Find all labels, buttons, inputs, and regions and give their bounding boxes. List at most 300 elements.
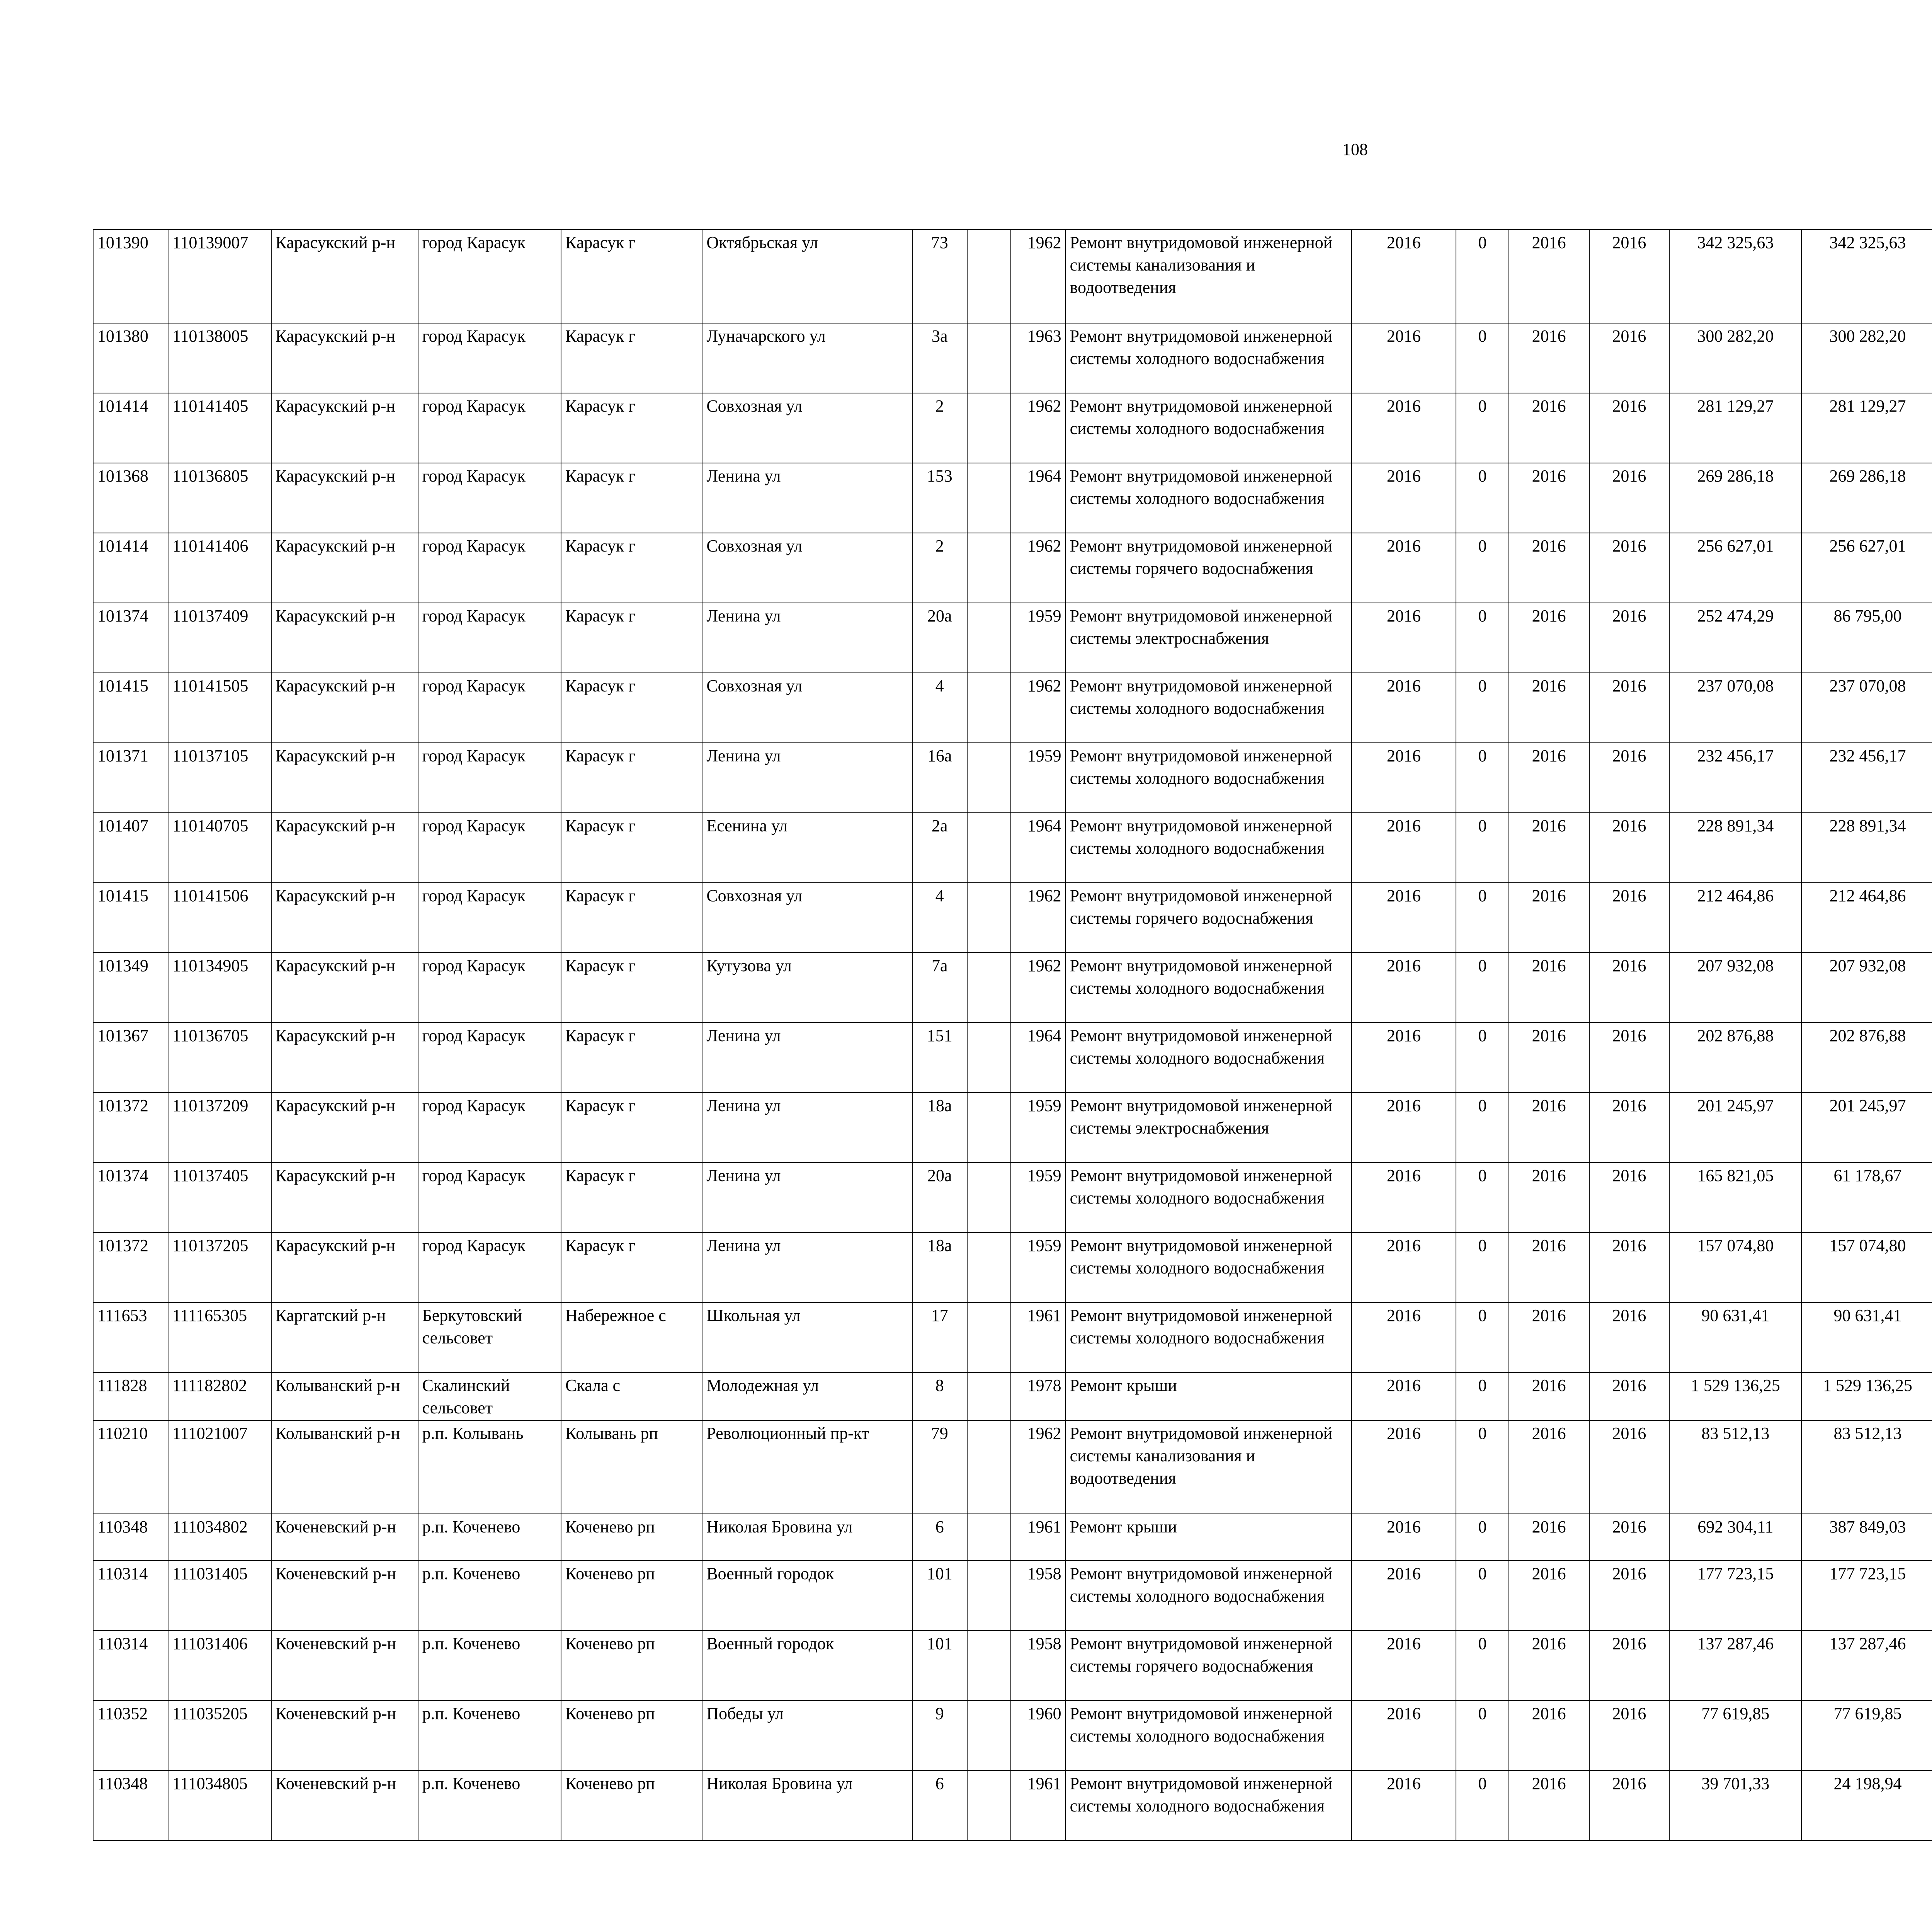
cell-total-cost: 83 512,13: [1669, 1420, 1801, 1514]
cell-house: 20а: [912, 1163, 967, 1233]
cell-building: [967, 393, 1011, 463]
cell-year: 1960: [1011, 1701, 1066, 1771]
cell-work-type: Ремонт внутридомовой инженерной системы электроснабжения: [1066, 1093, 1352, 1163]
cell-plan-year: 2016: [1352, 1233, 1456, 1302]
cell-district: Карасукский р-н: [271, 883, 418, 953]
cell-house: 16а: [912, 743, 967, 813]
cell-house: 8: [912, 1372, 967, 1420]
cell-end-year: 2016: [1589, 1514, 1670, 1561]
cell-amount-1: 24 198,94: [1801, 1771, 1932, 1840]
cell-plan-year: 2016: [1352, 743, 1456, 813]
table-row: [93, 230, 1932, 323]
cell-object-id: 110141406: [168, 533, 271, 603]
cell-total-cost: 692 304,11: [1669, 1514, 1801, 1561]
cell-amount-1: 83 512,13: [1801, 1420, 1932, 1514]
cell-district: Карасукский р-н: [271, 323, 418, 393]
cell-start-year: 2016: [1509, 1701, 1589, 1771]
cell-code: 110314: [93, 1561, 168, 1631]
cell-total-cost: 228 891,34: [1669, 813, 1801, 883]
cell-amount-1: 212 464,86: [1801, 883, 1932, 953]
cell-zero: 0: [1456, 1023, 1509, 1093]
table-body: [93, 230, 1932, 1840]
cell-work-type: Ремонт внутридомовой инженерной системы холодного водоснабжения: [1066, 953, 1352, 1023]
cell-district: Карасукский р-н: [271, 1023, 418, 1093]
cell-street: Ленина ул: [702, 1093, 912, 1163]
cell-plan-year: 2016: [1352, 463, 1456, 533]
cell-work-type: Ремонт внутридомовой инженерной системы холодного водоснабжения: [1066, 673, 1352, 743]
cell-district: Карасукский р-н: [271, 673, 418, 743]
cell-total-cost: 237 070,08: [1669, 673, 1801, 743]
cell-zero: 0: [1456, 323, 1509, 393]
cell-year: 1964: [1011, 463, 1066, 533]
cell-year: 1959: [1011, 1163, 1066, 1233]
cell-district: Карасукский р-н: [271, 230, 418, 323]
cell-district: Карасукский р-н: [271, 463, 418, 533]
cell-object-id: 110137105: [168, 743, 271, 813]
cell-settlement: Карасук г: [561, 813, 702, 883]
table-row: [93, 1023, 1932, 1093]
cell-house: 20а: [912, 603, 967, 673]
cell-code: 101371: [93, 743, 168, 813]
cell-house: 17: [912, 1302, 967, 1372]
cell-work-type: Ремонт внутридомовой инженерной системы холодного водоснабжения: [1066, 393, 1352, 463]
table-row: [93, 1233, 1932, 1302]
cell-zero: 0: [1456, 1163, 1509, 1233]
cell-start-year: 2016: [1509, 813, 1589, 883]
cell-municipality: город Карасук: [418, 230, 561, 323]
cell-code: 111828: [93, 1372, 168, 1420]
cell-district: Карасукский р-н: [271, 813, 418, 883]
cell-building: [967, 1233, 1011, 1302]
cell-zero: 0: [1456, 673, 1509, 743]
cell-end-year: 2016: [1589, 1701, 1670, 1771]
cell-end-year: 2016: [1589, 533, 1670, 603]
cell-plan-year: 2016: [1352, 1514, 1456, 1561]
cell-street: Совхозная ул: [702, 533, 912, 603]
cell-work-type: Ремонт внутридомовой инженерной системы холодного водоснабжения: [1066, 813, 1352, 883]
cell-building: [967, 813, 1011, 883]
cell-total-cost: 252 474,29: [1669, 603, 1801, 673]
cell-start-year: 2016: [1509, 1023, 1589, 1093]
cell-work-type: Ремонт внутридомовой инженерной системы горячего водоснабжения: [1066, 883, 1352, 953]
cell-settlement: Коченево рп: [561, 1561, 702, 1631]
cell-end-year: 2016: [1589, 1561, 1670, 1631]
cell-object-id: 110136805: [168, 463, 271, 533]
cell-plan-year: 2016: [1352, 1023, 1456, 1093]
cell-district: Коченевский р-н: [271, 1631, 418, 1701]
cell-plan-year: 2016: [1352, 1631, 1456, 1701]
cell-amount-1: 177 723,15: [1801, 1561, 1932, 1631]
cell-district: Каргатский р-н: [271, 1302, 418, 1372]
cell-work-type: Ремонт внутридомовой инженерной системы горячего водоснабжения: [1066, 533, 1352, 603]
cell-building: [967, 743, 1011, 813]
cell-street: Ленина ул: [702, 1163, 912, 1233]
cell-municipality: город Карасук: [418, 883, 561, 953]
cell-street: Победы ул: [702, 1701, 912, 1771]
cell-municipality: город Карасук: [418, 743, 561, 813]
cell-amount-1: 90 631,41: [1801, 1302, 1932, 1372]
cell-building: [967, 1701, 1011, 1771]
cell-house: 6: [912, 1514, 967, 1561]
cell-house: 2: [912, 393, 967, 463]
cell-work-type: Ремонт внутридомовой инженерной системы холодного водоснабжения: [1066, 743, 1352, 813]
cell-zero: 0: [1456, 1420, 1509, 1514]
cell-street: Военный городок: [702, 1561, 912, 1631]
cell-amount-1: 256 627,01: [1801, 533, 1932, 603]
cell-building: [967, 673, 1011, 743]
cell-zero: 0: [1456, 883, 1509, 953]
cell-house: 2: [912, 533, 967, 603]
cell-total-cost: 342 325,63: [1669, 230, 1801, 323]
cell-zero: 0: [1456, 1302, 1509, 1372]
cell-building: [967, 1631, 1011, 1701]
cell-object-id: 111034802: [168, 1514, 271, 1561]
cell-total-cost: 256 627,01: [1669, 533, 1801, 603]
cell-total-cost: 281 129,27: [1669, 393, 1801, 463]
cell-municipality: город Карасук: [418, 1093, 561, 1163]
cell-settlement: Карасук г: [561, 1163, 702, 1233]
cell-code: 101349: [93, 953, 168, 1023]
cell-start-year: 2016: [1509, 1514, 1589, 1561]
cell-work-type: Ремонт внутридомовой инженерной системы холодного водоснабжения: [1066, 1701, 1352, 1771]
cell-municipality: р.п. Коченево: [418, 1561, 561, 1631]
cell-end-year: 2016: [1589, 673, 1670, 743]
cell-start-year: 2016: [1509, 1372, 1589, 1420]
table-row: [93, 1514, 1932, 1561]
cell-start-year: 2016: [1509, 230, 1589, 323]
cell-start-year: 2016: [1509, 743, 1589, 813]
cell-end-year: 2016: [1589, 1233, 1670, 1302]
cell-year: 1961: [1011, 1302, 1066, 1372]
cell-settlement: Карасук г: [561, 323, 702, 393]
cell-work-type: Ремонт внутридомовой инженерной системы холодного водоснабжения: [1066, 323, 1352, 393]
cell-plan-year: 2016: [1352, 673, 1456, 743]
cell-plan-year: 2016: [1352, 1561, 1456, 1631]
cell-code: 101414: [93, 393, 168, 463]
cell-year: 1962: [1011, 1420, 1066, 1514]
cell-year: 1959: [1011, 743, 1066, 813]
cell-district: Карасукский р-н: [271, 533, 418, 603]
cell-street: Ленина ул: [702, 463, 912, 533]
cell-building: [967, 883, 1011, 953]
cell-settlement: Карасук г: [561, 533, 702, 603]
cell-work-type: Ремонт крыши: [1066, 1514, 1352, 1561]
cell-code: 101415: [93, 883, 168, 953]
cell-building: [967, 1372, 1011, 1420]
cell-end-year: 2016: [1589, 1631, 1670, 1701]
cell-end-year: 2016: [1589, 953, 1670, 1023]
cell-year: 1962: [1011, 230, 1066, 323]
cell-start-year: 2016: [1509, 463, 1589, 533]
cell-work-type: Ремонт крыши: [1066, 1372, 1352, 1420]
cell-building: [967, 1023, 1011, 1093]
cell-street: Совхозная ул: [702, 393, 912, 463]
cell-year: 1959: [1011, 1093, 1066, 1163]
cell-code: 110210: [93, 1420, 168, 1514]
cell-code: 110352: [93, 1701, 168, 1771]
table-row: [93, 1420, 1932, 1514]
cell-settlement: Колывань рп: [561, 1420, 702, 1514]
cell-year: 1961: [1011, 1514, 1066, 1561]
cell-street: Ленина ул: [702, 1023, 912, 1093]
cell-municipality: город Карасук: [418, 533, 561, 603]
cell-municipality: р.п. Коченево: [418, 1514, 561, 1561]
table-row: [93, 673, 1932, 743]
cell-object-id: 111035205: [168, 1701, 271, 1771]
cell-amount-1: 228 891,34: [1801, 813, 1932, 883]
cell-district: Коченевский р-н: [271, 1514, 418, 1561]
cell-object-id: 110140705: [168, 813, 271, 883]
cell-building: [967, 1420, 1011, 1514]
cell-street: Совхозная ул: [702, 883, 912, 953]
cell-work-type: Ремонт внутридомовой инженерной системы холодного водоснабжения: [1066, 1023, 1352, 1093]
cell-start-year: 2016: [1509, 533, 1589, 603]
cell-end-year: 2016: [1589, 230, 1670, 323]
cell-street: Военный городок: [702, 1631, 912, 1701]
cell-work-type: Ремонт внутридомовой инженерной системы холодного водоснабжения: [1066, 1302, 1352, 1372]
cell-year: 1964: [1011, 813, 1066, 883]
cell-amount-1: 300 282,20: [1801, 323, 1932, 393]
cell-year: 1964: [1011, 1023, 1066, 1093]
cell-plan-year: 2016: [1352, 323, 1456, 393]
cell-settlement: Карасук г: [561, 230, 702, 323]
cell-plan-year: 2016: [1352, 603, 1456, 673]
cell-object-id: 110139007: [168, 230, 271, 323]
cell-settlement: Коченево рп: [561, 1771, 702, 1840]
cell-code: 101372: [93, 1233, 168, 1302]
cell-total-cost: 165 821,05: [1669, 1163, 1801, 1233]
cell-plan-year: 2016: [1352, 1372, 1456, 1420]
cell-settlement: Коченево рп: [561, 1514, 702, 1561]
cell-zero: 0: [1456, 743, 1509, 813]
cell-object-id: 110137205: [168, 1233, 271, 1302]
cell-object-id: 110141405: [168, 393, 271, 463]
cell-work-type: Ремонт внутридомовой инженерной системы холодного водоснабжения: [1066, 1771, 1352, 1840]
cell-zero: 0: [1456, 1771, 1509, 1840]
cell-amount-1: 237 070,08: [1801, 673, 1932, 743]
cell-municipality: город Карасук: [418, 813, 561, 883]
cell-code: 101414: [93, 533, 168, 603]
cell-object-id: 110137409: [168, 603, 271, 673]
cell-object-id: 110137405: [168, 1163, 271, 1233]
cell-street: Ленина ул: [702, 743, 912, 813]
cell-total-cost: 177 723,15: [1669, 1561, 1801, 1631]
cell-house: 18а: [912, 1233, 967, 1302]
table-row: [93, 953, 1932, 1023]
cell-plan-year: 2016: [1352, 1163, 1456, 1233]
cell-amount-1: 137 287,46: [1801, 1631, 1932, 1701]
cell-building: [967, 1163, 1011, 1233]
cell-total-cost: 201 245,97: [1669, 1093, 1801, 1163]
cell-zero: 0: [1456, 1701, 1509, 1771]
cell-year: 1962: [1011, 883, 1066, 953]
cell-object-id: 110141505: [168, 673, 271, 743]
cell-end-year: 2016: [1589, 463, 1670, 533]
cell-zero: 0: [1456, 1514, 1509, 1561]
cell-zero: 0: [1456, 1561, 1509, 1631]
cell-house: 18а: [912, 1093, 967, 1163]
cell-total-cost: 90 631,41: [1669, 1302, 1801, 1372]
cell-total-cost: 212 464,86: [1669, 883, 1801, 953]
cell-object-id: 110137209: [168, 1093, 271, 1163]
cell-object-id: 111021007: [168, 1420, 271, 1514]
cell-total-cost: 39 701,33: [1669, 1771, 1801, 1840]
cell-zero: 0: [1456, 393, 1509, 463]
table-row: [93, 533, 1932, 603]
table-row: [93, 813, 1932, 883]
cell-zero: 0: [1456, 813, 1509, 883]
cell-amount-1: 342 325,63: [1801, 230, 1932, 323]
cell-start-year: 2016: [1509, 393, 1589, 463]
cell-zero: 0: [1456, 1631, 1509, 1701]
cell-settlement: Карасук г: [561, 743, 702, 813]
cell-district: Колыванский р-н: [271, 1420, 418, 1514]
cell-house: 4: [912, 673, 967, 743]
cell-end-year: 2016: [1589, 743, 1670, 813]
cell-zero: 0: [1456, 1233, 1509, 1302]
table-row: [93, 463, 1932, 533]
cell-municipality: р.п. Коченево: [418, 1701, 561, 1771]
cell-house: 151: [912, 1023, 967, 1093]
cell-municipality: Скалинский сельсовет: [418, 1372, 561, 1420]
cell-object-id: 110141506: [168, 883, 271, 953]
cell-building: [967, 230, 1011, 323]
cell-street: Кутузова ул: [702, 953, 912, 1023]
cell-amount-1: 202 876,88: [1801, 1023, 1932, 1093]
cell-total-cost: 269 286,18: [1669, 463, 1801, 533]
cell-zero: 0: [1456, 533, 1509, 603]
cell-start-year: 2016: [1509, 603, 1589, 673]
cell-settlement: Скала с: [561, 1372, 702, 1420]
cell-plan-year: 2016: [1352, 1701, 1456, 1771]
table-row: [93, 1163, 1932, 1233]
cell-total-cost: 300 282,20: [1669, 323, 1801, 393]
cell-end-year: 2016: [1589, 393, 1670, 463]
cell-zero: 0: [1456, 1093, 1509, 1163]
cell-settlement: Коченево рп: [561, 1701, 702, 1771]
cell-year: 1978: [1011, 1372, 1066, 1420]
cell-building: [967, 1302, 1011, 1372]
cell-plan-year: 2016: [1352, 1771, 1456, 1840]
cell-settlement: Карасук г: [561, 1093, 702, 1163]
cell-year: 1963: [1011, 323, 1066, 393]
cell-zero: 0: [1456, 953, 1509, 1023]
cell-end-year: 2016: [1589, 1420, 1670, 1514]
cell-year: 1961: [1011, 1771, 1066, 1840]
cell-district: Карасукский р-н: [271, 1163, 418, 1233]
cell-start-year: 2016: [1509, 1561, 1589, 1631]
cell-total-cost: 77 619,85: [1669, 1701, 1801, 1771]
cell-end-year: 2016: [1589, 1771, 1670, 1840]
cell-settlement: Карасук г: [561, 393, 702, 463]
cell-object-id: 111182802: [168, 1372, 271, 1420]
cell-code: 101367: [93, 1023, 168, 1093]
cell-work-type: Ремонт внутридомовой инженерной системы горячего водоснабжения: [1066, 1631, 1352, 1701]
cell-settlement: Карасук г: [561, 673, 702, 743]
cell-code: 101407: [93, 813, 168, 883]
cell-house: 153: [912, 463, 967, 533]
cell-work-type: Ремонт внутридомовой инженерной системы канализования и водоотведения: [1066, 230, 1352, 323]
cell-plan-year: 2016: [1352, 1420, 1456, 1514]
cell-total-cost: 232 456,17: [1669, 743, 1801, 813]
cell-start-year: 2016: [1509, 1420, 1589, 1514]
cell-municipality: город Карасук: [418, 953, 561, 1023]
cell-end-year: 2016: [1589, 1163, 1670, 1233]
cell-municipality: Беркутовский сельсовет: [418, 1302, 561, 1372]
cell-plan-year: 2016: [1352, 533, 1456, 603]
table-row: [93, 603, 1932, 673]
cell-district: Коченевский р-н: [271, 1561, 418, 1631]
cell-start-year: 2016: [1509, 1163, 1589, 1233]
cell-code: 101380: [93, 323, 168, 393]
cell-municipality: р.п. Коченево: [418, 1771, 561, 1840]
cell-amount-1: 281 129,27: [1801, 393, 1932, 463]
cell-year: 1962: [1011, 533, 1066, 603]
cell-object-id: 111031406: [168, 1631, 271, 1701]
cell-municipality: город Карасук: [418, 673, 561, 743]
cell-district: Карасукский р-н: [271, 743, 418, 813]
cell-start-year: 2016: [1509, 1771, 1589, 1840]
cell-total-cost: 1 529 136,25: [1669, 1372, 1801, 1420]
cell-street: Есенина ул: [702, 813, 912, 883]
cell-end-year: 2016: [1589, 813, 1670, 883]
cell-year: 1959: [1011, 603, 1066, 673]
cell-code: 101374: [93, 1163, 168, 1233]
cell-work-type: Ремонт внутридомовой инженерной системы холодного водоснабжения: [1066, 1163, 1352, 1233]
cell-house: 6: [912, 1771, 967, 1840]
cell-start-year: 2016: [1509, 1233, 1589, 1302]
cell-plan-year: 2016: [1352, 883, 1456, 953]
cell-amount-1: 232 456,17: [1801, 743, 1932, 813]
cell-work-type: Ремонт внутридомовой инженерной системы холодного водоснабжения: [1066, 1561, 1352, 1631]
cell-municipality: город Карасук: [418, 603, 561, 673]
cell-end-year: 2016: [1589, 1302, 1670, 1372]
cell-municipality: город Карасук: [418, 393, 561, 463]
cell-house: 3а: [912, 323, 967, 393]
cell-building: [967, 1093, 1011, 1163]
cell-year: 1958: [1011, 1631, 1066, 1701]
cell-district: Карасукский р-н: [271, 953, 418, 1023]
cell-code: 101415: [93, 673, 168, 743]
cell-settlement: Карасук г: [561, 953, 702, 1023]
cell-end-year: 2016: [1589, 603, 1670, 673]
cell-district: Карасукский р-н: [271, 1093, 418, 1163]
cell-amount-1: 77 619,85: [1801, 1701, 1932, 1771]
cell-plan-year: 2016: [1352, 1302, 1456, 1372]
cell-street: Николая Бровина ул: [702, 1514, 912, 1561]
cell-object-id: 111165305: [168, 1302, 271, 1372]
cell-house: 9: [912, 1701, 967, 1771]
cell-start-year: 2016: [1509, 673, 1589, 743]
cell-district: Карасукский р-н: [271, 603, 418, 673]
cell-amount-1: 61 178,67: [1801, 1163, 1932, 1233]
cell-work-type: Ремонт внутридомовой инженерной системы электроснабжения: [1066, 603, 1352, 673]
cell-zero: 0: [1456, 463, 1509, 533]
cell-end-year: 2016: [1589, 1023, 1670, 1093]
cell-building: [967, 1561, 1011, 1631]
cell-street: Школьная ул: [702, 1302, 912, 1372]
cell-code: 110314: [93, 1631, 168, 1701]
cell-street: Совхозная ул: [702, 673, 912, 743]
cell-amount-1: 387 849,03: [1801, 1514, 1932, 1561]
table-row: [93, 1631, 1932, 1701]
cell-municipality: город Карасук: [418, 1233, 561, 1302]
cell-street: Ленина ул: [702, 603, 912, 673]
table-row: [93, 883, 1932, 953]
page-number: 108: [1342, 140, 1368, 159]
cell-zero: 0: [1456, 230, 1509, 323]
cell-municipality: город Карасук: [418, 323, 561, 393]
